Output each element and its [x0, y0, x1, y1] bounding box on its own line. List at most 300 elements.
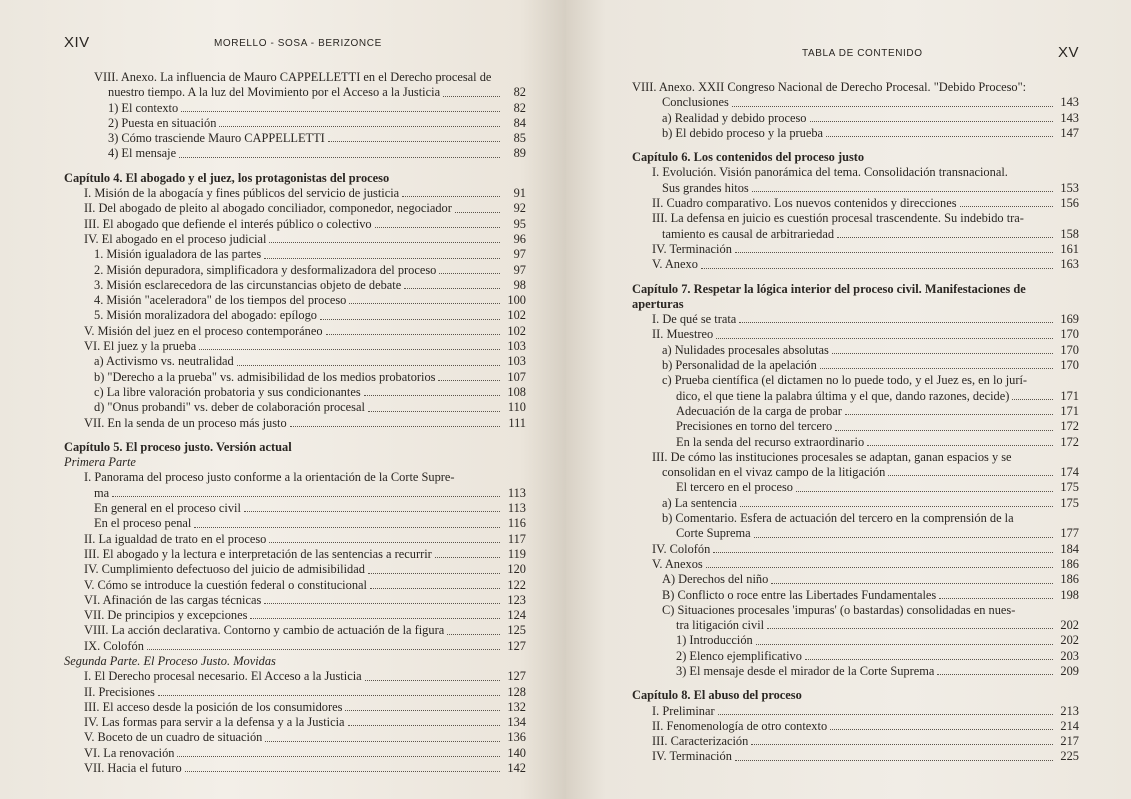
- dot-leader: [771, 583, 1053, 584]
- dot-leader: [147, 649, 500, 650]
- toc-entry: [632, 312, 1079, 327]
- dot-leader: [805, 659, 1053, 660]
- toc-entry-title: V. Cómo se introduce la cuestión federal o constitucional: [84, 577, 367, 592]
- toc-entry: [632, 465, 1079, 480]
- right-toc: [632, 80, 1079, 765]
- toc-page-number: 209: [1060, 663, 1079, 678]
- toc-entry-title: VII. De principios y excepciones: [84, 608, 248, 623]
- toc-entry: [632, 719, 1079, 734]
- toc-entry-title: I. Preliminar: [652, 703, 715, 718]
- dot-leader: [937, 674, 1053, 675]
- toc-entry: [64, 532, 526, 547]
- dot-leader: [960, 206, 1053, 207]
- toc-entry-title: III. El abogado y la lectura e interpretación de las sentencias a recurrir: [84, 546, 432, 561]
- toc-entry-title: A) Derechos del niño: [662, 572, 769, 587]
- dot-leader: [939, 598, 1053, 599]
- toc-entry: [632, 327, 1079, 342]
- toc-page-number: 214: [1060, 718, 1079, 733]
- dot-leader: [370, 588, 500, 589]
- dot-leader: [264, 603, 500, 604]
- toc-entry-title: 3) Cómo trasciende Mauro CAPPELLETTI: [108, 131, 325, 146]
- toc-entry: [632, 358, 1079, 373]
- dot-leader: [767, 628, 1053, 629]
- toc-entry-title: B) Conflicto o roce entre las Libertades Fundamentales: [662, 587, 937, 602]
- toc-entry-title: V. Anexos: [652, 556, 703, 571]
- toc-page-number: 92: [513, 201, 526, 216]
- toc-entry: [632, 181, 1079, 196]
- toc-entry: [64, 324, 526, 339]
- toc-entry-title: IV. Colofón: [652, 541, 711, 556]
- toc-entry-title: Conclusiones: [662, 95, 729, 110]
- toc-entry-title: IX. Colofón: [84, 638, 144, 653]
- toc-entry-title: III. Caracterización: [652, 734, 749, 749]
- toc-entry-title: VII. Hacia el futuro: [84, 761, 182, 776]
- toc-entry-title: 3) El mensaje desde el mirador de la Corte Suprema: [676, 663, 935, 678]
- toc-entry: [632, 649, 1079, 664]
- toc-entry: [632, 588, 1079, 603]
- toc-entry-title: 2) Puesta en situación: [108, 115, 217, 130]
- toc-entry: [64, 746, 526, 761]
- toc-entry-title: VI. La renovación: [84, 745, 175, 760]
- toc-page-number: 186: [1060, 572, 1079, 587]
- toc-page-number: 143: [1060, 110, 1079, 125]
- dot-leader: [194, 527, 500, 528]
- dot-leader: [713, 552, 1053, 553]
- toc-page-number: 120: [507, 562, 526, 577]
- dot-leader: [435, 557, 500, 558]
- toc-page-number: 111: [508, 415, 526, 430]
- dot-leader: [732, 106, 1053, 107]
- toc-entry-title: Sus grandes hitos: [662, 180, 749, 195]
- toc-page-number: 171: [1060, 388, 1079, 403]
- toc-page-number: 113: [507, 485, 526, 500]
- toc-page-number: 203: [1060, 648, 1079, 663]
- dot-leader: [404, 288, 500, 289]
- dot-leader: [439, 273, 500, 274]
- dot-leader: [443, 96, 500, 97]
- dot-leader: [756, 644, 1053, 645]
- toc-entry-title: VI. El juez y la prueba: [84, 339, 197, 354]
- toc-entry-title: II. Precisiones: [84, 684, 155, 699]
- toc-page-number: 213: [1060, 703, 1079, 718]
- dot-leader: [326, 334, 500, 335]
- toc-page-number: 132: [507, 699, 526, 714]
- toc-page-number: 102: [507, 308, 526, 323]
- toc-page-number: 82: [513, 85, 526, 100]
- toc-page-number: 217: [1060, 734, 1079, 749]
- toc-entry-line: c) Prueba científica (el dictamen no lo puede todo, y el Juez es, en lo jurí-: [662, 373, 1028, 388]
- toc-page-number: 119: [507, 546, 526, 561]
- toc-entry: [632, 419, 1079, 434]
- dot-leader: [739, 322, 1053, 323]
- dot-leader: [185, 771, 500, 772]
- left-running-head: [64, 0, 526, 70]
- toc-page-number: 172: [1060, 434, 1079, 449]
- dot-leader: [345, 710, 500, 711]
- toc-entry-title: 3. Misión esclarecedora de las circunstancias objeto de debate: [94, 277, 402, 292]
- toc-page-number: 123: [507, 592, 526, 607]
- toc-entry: [632, 242, 1079, 257]
- toc-entry: [632, 435, 1079, 450]
- toc-page-number: 169: [1060, 312, 1079, 327]
- toc-entry-line: C) Situaciones procesales 'impuras' (o bastardas) consolidadas en nues-: [662, 602, 1016, 617]
- toc-page-number: 102: [507, 323, 526, 338]
- dot-leader: [796, 491, 1053, 492]
- toc-page-number: 225: [1060, 749, 1079, 764]
- toc-entry: [632, 196, 1079, 211]
- toc-entry-title: 2) Elenco ejemplificativo: [676, 648, 802, 663]
- toc-entry-title: I. De qué se trata: [652, 312, 737, 327]
- toc-page-number: 153: [1060, 180, 1079, 195]
- toc-page-number: 84: [513, 115, 526, 130]
- toc-page-number: 174: [1060, 465, 1079, 480]
- toc-page-number: 170: [1060, 342, 1079, 357]
- dot-leader: [199, 349, 500, 350]
- toc-entry: [64, 639, 526, 654]
- toc-entry: [632, 343, 1079, 358]
- toc-entry: [64, 593, 526, 608]
- toc-entry: [64, 578, 526, 593]
- toc-page-number: 107: [507, 369, 526, 384]
- dot-leader: [177, 756, 500, 757]
- toc-entry-title: b) "Derecho a la prueba" vs. admisibilidad de los medios probatorios: [94, 369, 436, 384]
- dot-leader: [447, 634, 500, 635]
- toc-entry: [64, 562, 526, 577]
- toc-entry: [64, 516, 526, 531]
- dot-leader: [349, 303, 500, 304]
- toc-page-number: 136: [507, 730, 526, 745]
- toc-entry: [64, 761, 526, 776]
- chapter-heading: Capítulo 6. Los contenidos del proceso justo: [632, 150, 865, 165]
- dot-leader: [706, 567, 1053, 568]
- toc-entry: [64, 186, 526, 201]
- dot-leader: [368, 573, 500, 574]
- toc-entry-title: II. La igualdad de trato en el proceso: [84, 531, 267, 546]
- toc-entry: [632, 633, 1079, 648]
- toc-entry: [64, 501, 526, 516]
- toc-page-number: 103: [507, 354, 526, 369]
- toc-page-number: 186: [1060, 556, 1079, 571]
- dot-leader: [716, 338, 1053, 339]
- toc-entry: [64, 623, 526, 638]
- dot-leader: [290, 426, 500, 427]
- toc-entry: [64, 730, 526, 745]
- dot-leader: [237, 365, 500, 366]
- toc-page-number: 158: [1060, 226, 1079, 241]
- dot-leader: [438, 380, 500, 381]
- toc-entry-title: consolidan en el vivaz campo de la litigación: [662, 465, 886, 480]
- toc-entry: [64, 547, 526, 562]
- dot-leader: [158, 695, 500, 696]
- toc-page-number: 98: [513, 277, 526, 292]
- dot-leader: [832, 353, 1053, 354]
- toc-entry-title: IV. Las formas para servir a la defensa y a la Justicia: [84, 715, 345, 730]
- toc-entry: [632, 257, 1079, 272]
- toc-page-number: 89: [513, 146, 526, 161]
- toc-entry-title: En la senda del recurso extraordinario: [676, 434, 865, 449]
- toc-entry-title: dico, el que tiene la palabra última y el que, dando razones, decide): [676, 388, 1010, 403]
- toc-entry-title: En general en el proceso civil: [94, 501, 241, 516]
- toc-entry-title: a) Realidad y debido proceso: [662, 110, 807, 125]
- toc-entry-title: 2. Misión depuradora, simplificadora y desformalizadora del proceso: [94, 262, 437, 277]
- toc-entry-title: IV. Cumplimiento defectuoso del juicio de admisibilidad: [84, 562, 365, 577]
- toc-entry-title: a) Activismo vs. neutralidad: [94, 354, 234, 369]
- toc-entry: [64, 400, 526, 415]
- toc-entry-title: a) La sentencia: [662, 495, 737, 510]
- toc-entry: [632, 496, 1079, 511]
- toc-page-number: 127: [507, 638, 526, 653]
- toc-entry-title: V. Misión del juez en el proceso contemporáneo: [84, 323, 323, 338]
- toc-page-number: 175: [1060, 480, 1079, 495]
- toc-entry-title: IV. Terminación: [652, 241, 732, 256]
- toc-page-number: 97: [513, 262, 526, 277]
- toc-entry-title: VI. Afinación de las cargas técnicas: [84, 592, 262, 607]
- toc-entry-title: VII. En la senda de un proceso más justo: [84, 415, 287, 430]
- toc-entry: [632, 404, 1079, 419]
- toc-entry-title: Corte Suprema: [676, 526, 751, 541]
- toc-entry-title: V. Anexo: [652, 257, 698, 272]
- toc-entry: [632, 664, 1079, 679]
- toc-page-number: 122: [507, 577, 526, 592]
- dot-leader: [835, 430, 1053, 431]
- toc-page-number: 96: [513, 231, 526, 246]
- toc-entry-title: III. El acceso desde la posición de los consumidores: [84, 699, 343, 714]
- toc-entry-line: VIII. Anexo. La influencia de Mauro CAPPELLETTI en el Derecho procesal de: [94, 70, 492, 84]
- toc-page-number: 82: [513, 100, 526, 115]
- dot-leader: [264, 258, 500, 259]
- toc-entry: [632, 572, 1079, 587]
- toc-entry: [632, 227, 1079, 242]
- toc-entry: [64, 146, 526, 161]
- toc-page-number: 163: [1060, 257, 1079, 272]
- dot-leader: [830, 729, 1053, 730]
- toc-entry-title: IV. Terminación: [652, 749, 732, 764]
- toc-page-number: 170: [1060, 358, 1079, 373]
- toc-entry: [64, 201, 526, 216]
- toc-entry-line: b) Comentario. Esfera de actuación del tercero en la comprensión de la: [662, 511, 1014, 526]
- toc-entry-title: II. Fenomenología de otro contexto: [652, 718, 828, 733]
- toc-entry-title: 1) El contexto: [108, 100, 179, 115]
- toc-entry: [632, 557, 1079, 572]
- dot-leader: [1012, 399, 1053, 400]
- toc-entry: [632, 389, 1079, 404]
- dot-leader: [244, 511, 500, 512]
- toc-entry-title: nuestro tiempo. A la luz del Movimiento por el Acceso a la Justicia: [108, 85, 441, 100]
- dot-leader: [365, 680, 500, 681]
- toc-entry-title: II. Muestreo: [652, 327, 714, 342]
- dot-leader: [364, 395, 500, 396]
- toc-page-number: 97: [513, 247, 526, 262]
- toc-entry-title: 1) Introducción: [676, 633, 753, 648]
- toc-entry-title: I. El Derecho procesal necesario. El Acceso a la Justicia: [84, 669, 362, 684]
- toc-entry: [632, 704, 1079, 719]
- toc-entry: [64, 486, 526, 501]
- toc-entry: [64, 293, 526, 308]
- toc-entry: [64, 608, 526, 623]
- toc-page-number: 143: [1060, 95, 1079, 110]
- toc-entry-line: I. Evolución. Visión panorámica del tema. Consolidación transnacional.: [652, 165, 1008, 180]
- dot-leader: [328, 141, 500, 142]
- right-running-head: [632, 0, 1079, 70]
- dot-leader: [269, 242, 500, 243]
- toc-entry: [64, 101, 526, 116]
- toc-entry-title: En el proceso penal: [94, 516, 192, 531]
- toc-entry: [64, 247, 526, 262]
- left-toc: [64, 70, 526, 776]
- toc-entry-line: III. De cómo las instituciones procesales se adaptan, ganan espacios y se: [652, 449, 1012, 464]
- toc-entry-title: b) El debido proceso y la prueba: [662, 125, 824, 140]
- dot-leader: [810, 121, 1053, 122]
- toc-entry: [64, 700, 526, 715]
- part-heading: Primera Parte: [64, 455, 136, 470]
- toc-page-number: 113: [507, 501, 526, 516]
- part-heading: Segunda Parte. El Proceso Justo. Movidas: [64, 653, 276, 668]
- dot-leader: [820, 368, 1053, 369]
- dot-leader: [112, 496, 500, 497]
- toc-entry: [632, 480, 1079, 495]
- toc-entry: [64, 715, 526, 730]
- toc-entry: [632, 111, 1079, 126]
- toc-entry: [632, 95, 1079, 110]
- toc-page-number: 128: [507, 684, 526, 699]
- toc-page-number: 85: [513, 131, 526, 146]
- toc-entry: [64, 669, 526, 684]
- toc-entry-title: IV. El abogado en el proceso judicial: [84, 231, 267, 246]
- toc-entry-title: El tercero en el proceso: [676, 480, 793, 495]
- toc-entry: [64, 278, 526, 293]
- toc-page-number: 124: [507, 608, 526, 623]
- toc-page-number: 171: [1060, 403, 1079, 418]
- toc-entry: [64, 116, 526, 131]
- dot-leader: [837, 237, 1053, 238]
- toc-page-number: 116: [507, 516, 526, 531]
- toc-page-number: 142: [507, 761, 526, 776]
- toc-entry: [64, 263, 526, 278]
- dot-leader: [455, 212, 500, 213]
- toc-page-number: 110: [507, 400, 526, 415]
- dot-leader: [867, 445, 1053, 446]
- toc-entry: [632, 126, 1079, 141]
- toc-entry-title: VIII. La acción declarativa. Contorno y cambio de actuación de la figura: [84, 623, 445, 638]
- toc-entry: [632, 542, 1079, 557]
- chapter-heading: Capítulo 5. El proceso justo. Versión actual: [64, 439, 292, 454]
- toc-page-number: 95: [513, 216, 526, 231]
- dot-leader: [754, 537, 1053, 538]
- toc-entry-title: b) Personalidad de la apelación: [662, 358, 817, 373]
- dot-leader: [740, 506, 1053, 507]
- dot-leader: [845, 414, 1053, 415]
- toc-entry: [64, 416, 526, 431]
- toc-entry-title: ma: [94, 485, 110, 500]
- toc-entry: [632, 618, 1079, 633]
- toc-entry: [632, 734, 1079, 749]
- toc-entry-title: 4. Misión "aceleradora" de los tiempos del proceso: [94, 293, 347, 308]
- toc-entry: [64, 308, 526, 323]
- dot-leader: [402, 196, 500, 197]
- toc-entry-title: Adecuación de la carga de probar: [676, 403, 842, 418]
- dot-leader: [269, 542, 500, 543]
- chapter-heading: Capítulo 7. Respetar la lógica interior del proceso civil. Manifestaciones de: [632, 281, 1026, 296]
- toc-entry: [64, 217, 526, 232]
- left-running-title: MORELLO - SOSA - BERIZONCE: [214, 38, 382, 49]
- toc-page-number: 202: [1060, 633, 1079, 648]
- toc-entry: [632, 749, 1079, 764]
- toc-page-number: 172: [1060, 419, 1079, 434]
- toc-entry: [64, 370, 526, 385]
- dot-leader: [181, 111, 500, 112]
- toc-entry-title: III. El abogado que defiende el interés público o colectivo: [84, 216, 372, 231]
- toc-entry-title: 5. Misión moralizadora del abogado: epílogo: [94, 308, 317, 323]
- toc-entry-title: d) "Onus probandi" vs. deber de colaboración procesal: [94, 400, 365, 415]
- toc-entry-title: tamiento es causal de arbitrariedad: [662, 226, 835, 241]
- chapter-heading: Capítulo 8. El abuso del proceso: [632, 688, 802, 703]
- toc-entry-line: III. La defensa en juicio es cuestión procesal trascendente. Su indebido tra-: [652, 211, 1024, 226]
- toc-page-number: 156: [1060, 196, 1079, 211]
- toc-entry: [632, 526, 1079, 541]
- toc-entry-line: I. Panorama del proceso justo conforme a la orientación de la Corte Supre-: [84, 470, 455, 485]
- chapter-heading: aperturas: [632, 296, 684, 311]
- dot-leader: [752, 191, 1053, 192]
- left-folio: XIV: [64, 34, 90, 51]
- dot-leader: [265, 741, 500, 742]
- toc-entry: [64, 85, 526, 100]
- toc-page-number: 103: [507, 339, 526, 354]
- dot-leader: [320, 319, 500, 320]
- toc-entry: [64, 232, 526, 247]
- dot-leader: [250, 618, 500, 619]
- toc-entry-title: tra litigación civil: [676, 618, 765, 633]
- dot-leader: [826, 136, 1053, 137]
- toc-page-number: 198: [1060, 587, 1079, 602]
- toc-page-number: 117: [507, 531, 526, 546]
- dot-leader: [718, 714, 1053, 715]
- dot-leader: [888, 475, 1053, 476]
- toc-page-number: 175: [1060, 495, 1079, 510]
- dot-leader: [701, 268, 1053, 269]
- dot-leader: [751, 744, 1053, 745]
- dot-leader: [179, 157, 500, 158]
- dot-leader: [219, 126, 500, 127]
- right-running-title: TABLA DE CONTENIDO: [802, 48, 923, 59]
- toc-page-number: 170: [1060, 327, 1079, 342]
- chapter-heading: Capítulo 4. El abogado y el juez, los protagonistas del proceso: [64, 170, 390, 185]
- dot-leader: [735, 252, 1053, 253]
- right-folio: XV: [1057, 44, 1079, 61]
- toc-entry-title: c) La libre valoración probatoria y sus condicionantes: [94, 384, 361, 399]
- toc-entry-title: Precisiones en torno del tercero: [676, 419, 833, 434]
- toc-entry: [64, 131, 526, 146]
- toc-entry-title: 4) El mensaje: [108, 146, 177, 161]
- toc-entry-title: V. Boceto de un cuadro de situación: [84, 730, 263, 745]
- dot-leader: [368, 411, 500, 412]
- toc-entry-title: a) Nulidades procesales absolutas: [662, 342, 829, 357]
- toc-page-number: 161: [1060, 241, 1079, 256]
- right-page: [566, 0, 1131, 799]
- toc-page-number: 91: [513, 186, 526, 201]
- toc-page-number: 108: [507, 384, 526, 399]
- toc-page-number: 202: [1060, 618, 1079, 633]
- toc-entry-title: 1. Misión igualadora de las partes: [94, 247, 262, 262]
- toc-page-number: 177: [1060, 526, 1079, 541]
- toc-page-number: 147: [1060, 125, 1079, 140]
- toc-page-number: 100: [507, 293, 526, 308]
- toc-page-number: 184: [1060, 541, 1079, 556]
- toc-entry-title: II. Del abogado de pleito al abogado conciliador, componedor, negociador: [84, 201, 452, 216]
- toc-entry-title: I. Misión de la abogacía y fines públicos del servicio de justicia: [84, 186, 400, 201]
- toc-entry: [64, 354, 526, 369]
- toc-entry-title: II. Cuadro comparativo. Los nuevos contenidos y direcciones: [652, 196, 957, 211]
- dot-leader: [735, 760, 1053, 761]
